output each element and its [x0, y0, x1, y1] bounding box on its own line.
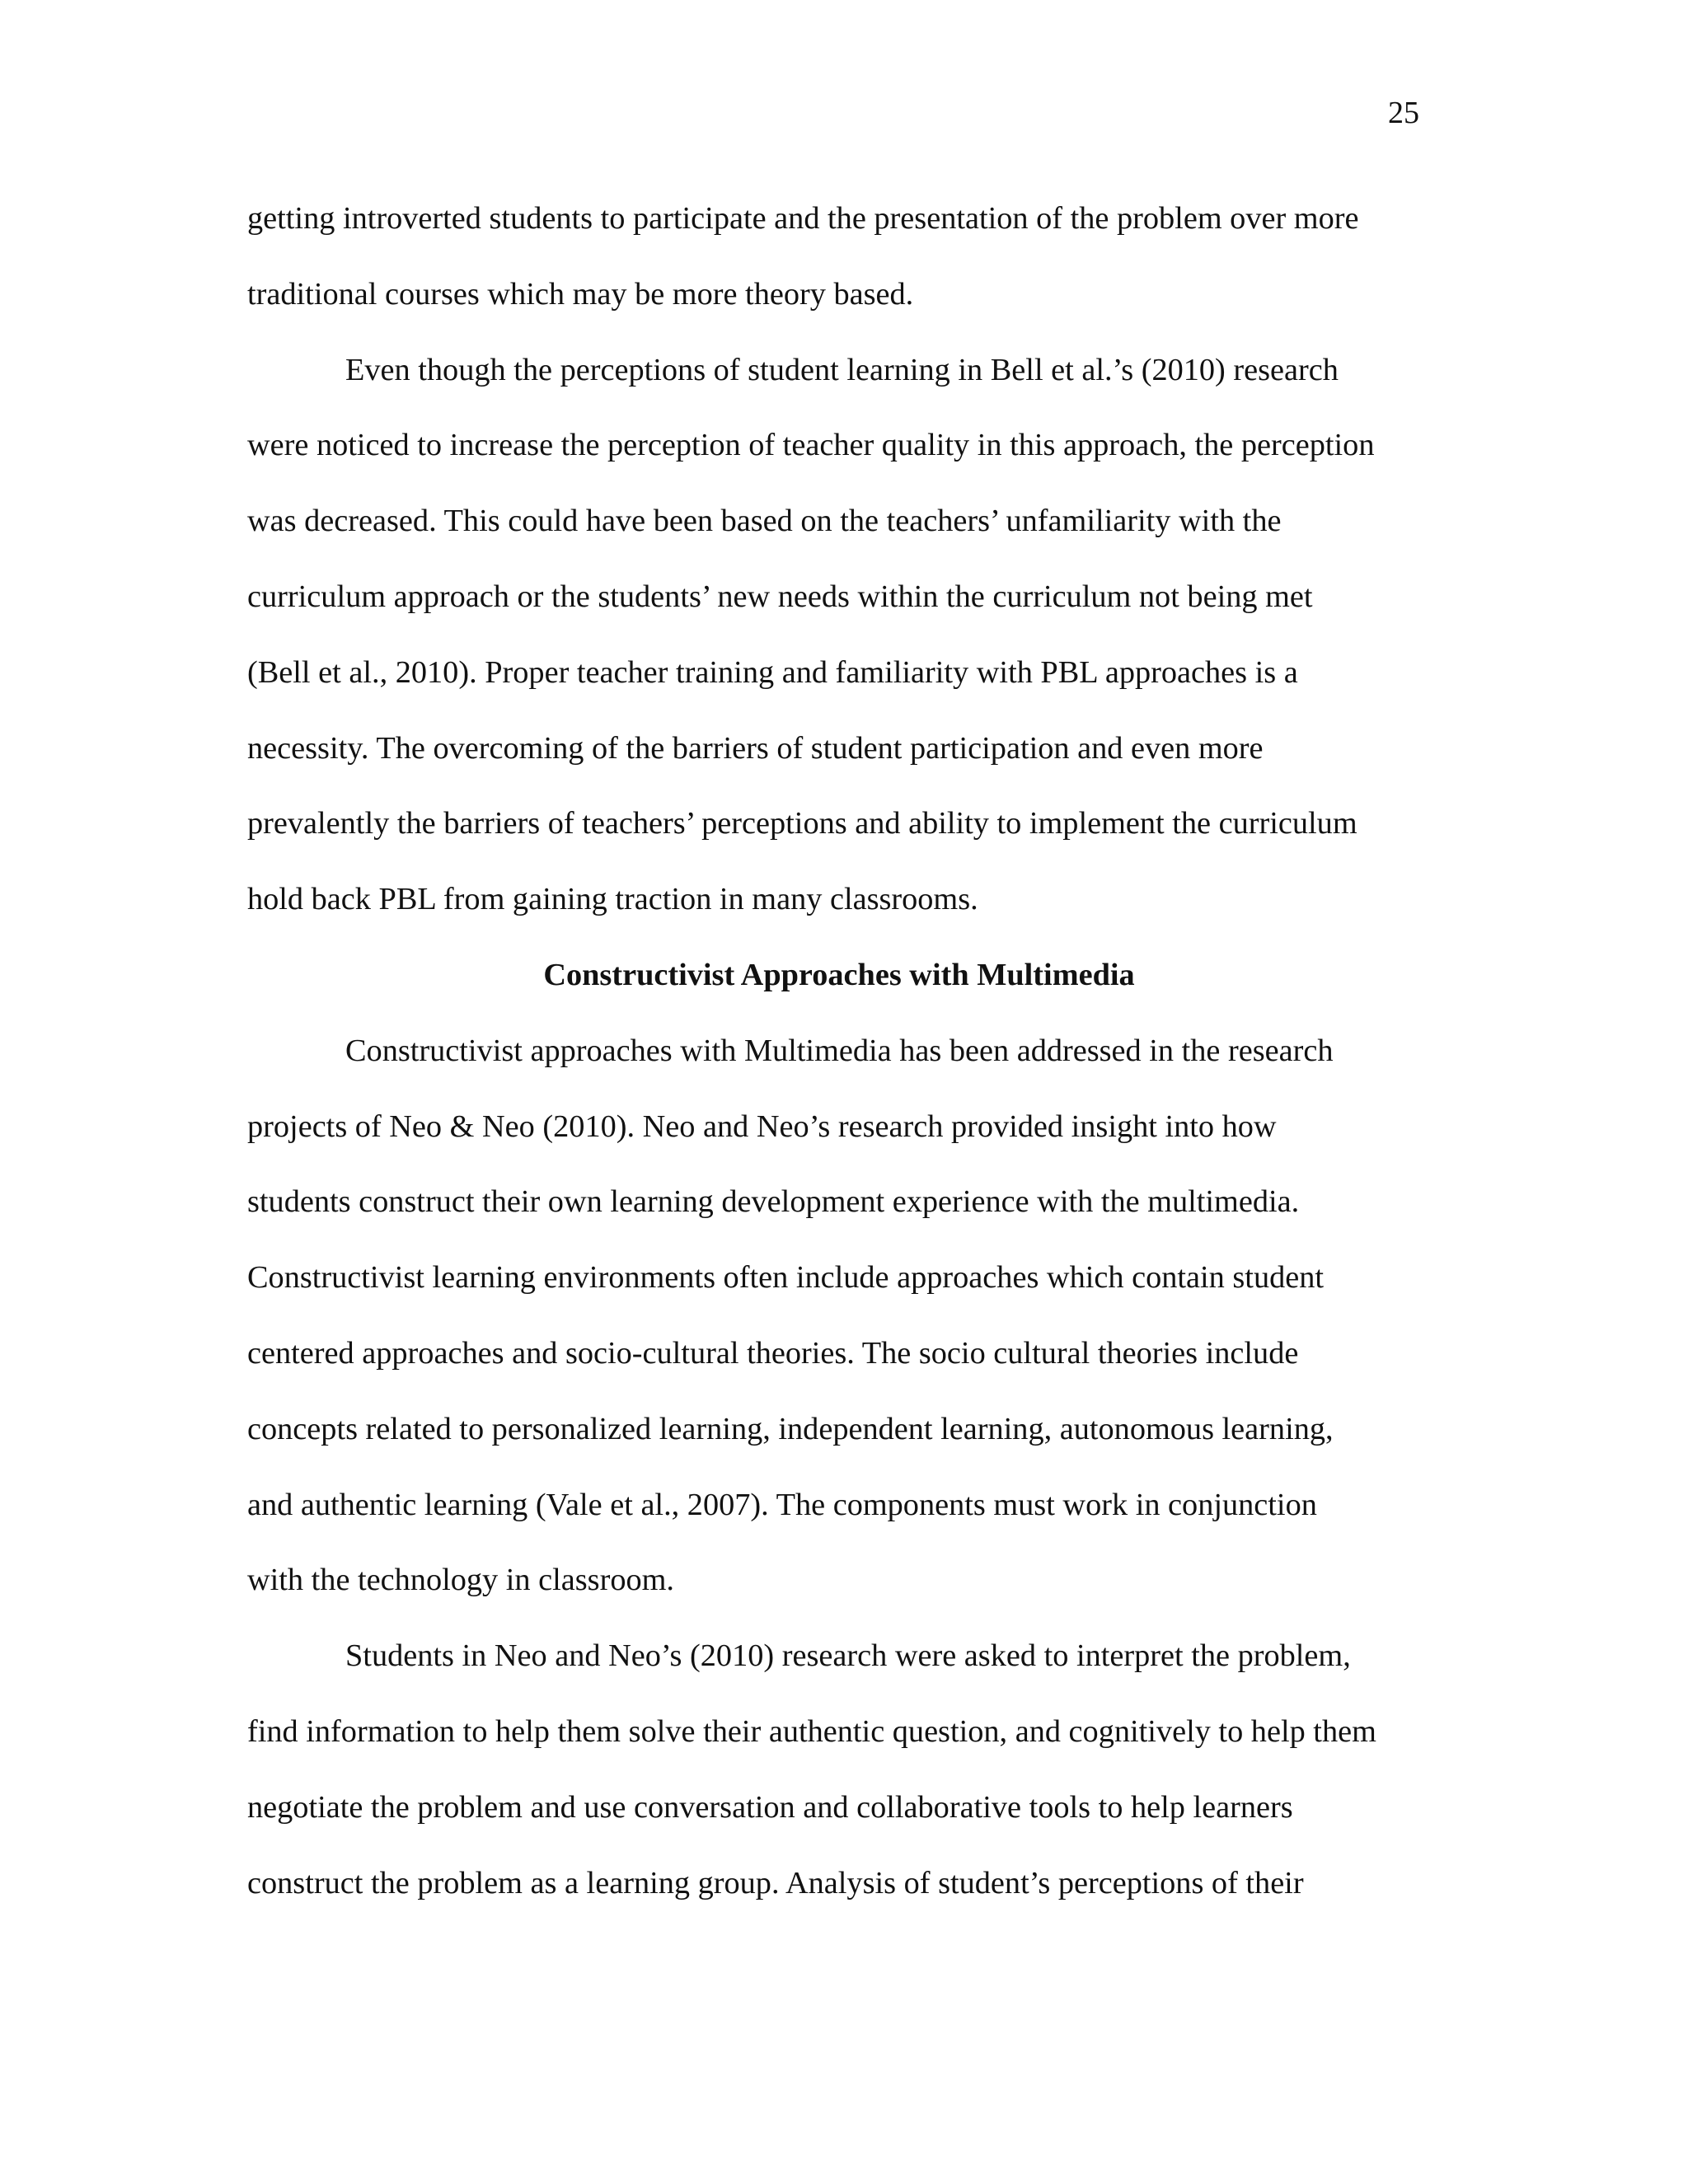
text-line: with the technology in classroom. — [247, 1563, 674, 1598]
text-line: students construct their own learning development experience with the multimedia. — [247, 1184, 1300, 1220]
text-line: Constructivist learning environments often include approaches which contain student — [247, 1260, 1325, 1296]
text-line: find information to help them solve their authentic question, and cognitively to help them — [247, 1713, 1376, 1749]
text-line: getting introverted students to participate and the presentation of the problem over more — [247, 201, 1359, 236]
text-line: projects of Neo & Neo (2010). Neo and Neo’s research provided insight into how — [247, 1108, 1277, 1144]
text-line: was decreased. This could have been based on the teachers’ unfamiliarity with the — [247, 504, 1282, 539]
text-line: were noticed to increase the perception of teacher quality in this approach, the perception — [247, 428, 1375, 463]
page-number: 25 — [1388, 96, 1419, 130]
paragraph-first-line: Constructivist approaches with Multimedia has been addressed in the research — [345, 1033, 1334, 1068]
text-line: centered approaches and socio-cultural theories. The socio cultural theories include — [247, 1335, 1299, 1371]
text-line: prevalently the barriers of teachers’ perceptions and ability to implement the curriculum — [247, 806, 1357, 841]
text-line: (Bell et al., 2010). Proper teacher training and familiarity with PBL approaches is a — [247, 654, 1298, 690]
text-line: necessity. The overcoming of the barriers of student participation and even more — [247, 730, 1264, 766]
text-line: and authentic learning (Vale et al., 2007). The components must work in conjunction — [247, 1487, 1317, 1522]
paragraph-first-line: Even though the perceptions of student learning in Bell et al.’s (2010) research — [345, 352, 1339, 387]
text-line: traditional courses which may be more theory based. — [247, 276, 914, 312]
text-line: concepts related to personalized learning, independent learning, autonomous learning, — [247, 1411, 1334, 1446]
section-heading: Constructivist Approaches with Multimedia — [543, 957, 1135, 992]
text-line: negotiate the problem and use conversation and collaborative tools to help learners — [247, 1789, 1293, 1825]
text-line: hold back PBL from gaining traction in many classrooms. — [247, 882, 978, 917]
text-line: construct the problem as a learning group. Analysis of student’s perceptions of their — [247, 1865, 1304, 1900]
paragraph-first-line: Students in Neo and Neo’s (2010) research were asked to interpret the problem, — [345, 1638, 1351, 1674]
text-line: curriculum approach or the students’ new needs within the curriculum not being met — [247, 579, 1313, 614]
body-text — [247, 194, 1431, 1933]
